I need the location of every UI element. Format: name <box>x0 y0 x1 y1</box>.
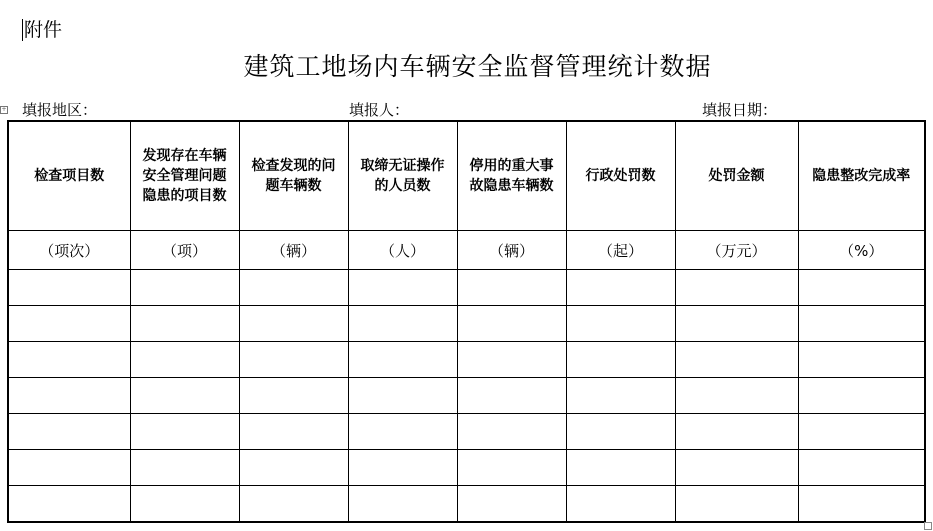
data-cell[interactable] <box>457 378 566 414</box>
data-cell[interactable] <box>130 414 239 450</box>
data-cell[interactable] <box>675 378 798 414</box>
data-cell[interactable] <box>566 306 675 342</box>
table-move-handle-icon[interactable]: + <box>1 106 7 113</box>
fill-person-label: 填报人： <box>349 101 410 119</box>
data-cell[interactable] <box>130 342 239 378</box>
data-cell[interactable] <box>798 378 925 414</box>
header-text: 处罚金额 <box>708 168 765 184</box>
data-cell[interactable] <box>675 486 798 523</box>
data-cell[interactable] <box>239 306 348 342</box>
data-cell[interactable] <box>8 414 130 450</box>
data-cell[interactable] <box>239 378 348 414</box>
data-cell[interactable] <box>348 342 457 378</box>
data-cell[interactable] <box>566 450 675 486</box>
unit-cell[interactable]: （辆） <box>239 231 348 270</box>
header-text: 隐患整改完成率 <box>812 168 911 184</box>
header-text: 发现存在车辆安全管理问题隐患的项目数 <box>142 148 227 204</box>
statistics-table <box>7 120 926 523</box>
table-row <box>8 486 925 523</box>
data-cell[interactable] <box>348 270 457 306</box>
data-cell[interactable] <box>348 414 457 450</box>
data-cell[interactable] <box>675 342 798 378</box>
data-cell[interactable] <box>8 450 130 486</box>
table-header-row <box>8 121 925 231</box>
table-row <box>8 378 925 414</box>
table-units-row <box>8 231 925 270</box>
header-text: 检查项目数 <box>34 168 105 184</box>
data-cell[interactable] <box>457 450 566 486</box>
data-cell[interactable] <box>130 450 239 486</box>
data-cell[interactable] <box>566 414 675 450</box>
header-cell[interactable] <box>566 121 675 231</box>
header-cell[interactable] <box>348 121 457 231</box>
data-cell[interactable] <box>8 486 130 523</box>
table-row <box>8 342 925 378</box>
fill-date-label: 填报日期： <box>702 101 778 119</box>
data-cell[interactable] <box>675 414 798 450</box>
header-cell[interactable] <box>457 121 566 231</box>
data-cell[interactable] <box>566 342 675 378</box>
unit-cell[interactable]: （项次） <box>8 231 130 270</box>
data-cell[interactable] <box>8 306 130 342</box>
data-cell[interactable] <box>130 306 239 342</box>
table-resize-handle[interactable] <box>924 522 932 530</box>
header-cell[interactable] <box>8 121 130 231</box>
attachment-label: 附件 <box>24 19 63 41</box>
fill-region-label: 填报地区： <box>22 101 98 119</box>
text-cursor <box>22 19 23 41</box>
data-cell[interactable] <box>566 486 675 523</box>
data-cell[interactable] <box>239 270 348 306</box>
unit-cell[interactable]: （人） <box>348 231 457 270</box>
data-cell[interactable] <box>130 378 239 414</box>
data-cell[interactable] <box>130 270 239 306</box>
header-text: 检查发现的问题车辆数 <box>251 158 336 194</box>
header-cell[interactable] <box>798 121 925 231</box>
table-row <box>8 306 925 342</box>
unit-cell[interactable]: （万元） <box>675 231 798 270</box>
data-cell[interactable] <box>457 414 566 450</box>
table-row <box>8 270 925 306</box>
data-cell[interactable] <box>239 342 348 378</box>
unit-cell[interactable]: （%） <box>798 231 925 270</box>
data-cell[interactable] <box>8 270 130 306</box>
unit-cell[interactable]: （项） <box>130 231 239 270</box>
data-cell[interactable] <box>8 378 130 414</box>
data-cell[interactable] <box>348 450 457 486</box>
data-cell[interactable] <box>239 414 348 450</box>
data-cell[interactable] <box>348 486 457 523</box>
table-row <box>8 414 925 450</box>
header-cell[interactable] <box>130 121 239 231</box>
data-cell[interactable] <box>457 306 566 342</box>
data-cell[interactable] <box>675 270 798 306</box>
unit-cell[interactable]: （起） <box>566 231 675 270</box>
data-cell[interactable] <box>798 342 925 378</box>
data-cell[interactable] <box>348 306 457 342</box>
header-cell[interactable] <box>239 121 348 231</box>
data-cell[interactable] <box>566 378 675 414</box>
data-cell[interactable] <box>798 486 925 523</box>
header-text: 取缔无证操作的人员数 <box>360 158 445 194</box>
data-cell[interactable] <box>798 450 925 486</box>
header-text: 停用的重大事故隐患车辆数 <box>469 158 554 194</box>
data-cell[interactable] <box>798 270 925 306</box>
data-cell[interactable] <box>348 378 457 414</box>
header-cell[interactable] <box>675 121 798 231</box>
data-cell[interactable] <box>798 414 925 450</box>
data-cell[interactable] <box>798 306 925 342</box>
data-cell[interactable] <box>566 270 675 306</box>
data-cell[interactable] <box>675 306 798 342</box>
header-text: 行政处罚数 <box>585 168 656 184</box>
data-cell[interactable] <box>239 486 348 523</box>
document-title: 建筑工地场内车辆安全监督管理统计数据 <box>243 52 712 81</box>
data-cell[interactable] <box>457 270 566 306</box>
unit-cell[interactable]: （辆） <box>457 231 566 270</box>
data-cell[interactable] <box>239 450 348 486</box>
data-cell[interactable] <box>457 486 566 523</box>
table-row <box>8 450 925 486</box>
data-cell[interactable] <box>8 342 130 378</box>
data-cell[interactable] <box>130 486 239 523</box>
data-cell[interactable] <box>457 342 566 378</box>
data-cell[interactable] <box>675 450 798 486</box>
